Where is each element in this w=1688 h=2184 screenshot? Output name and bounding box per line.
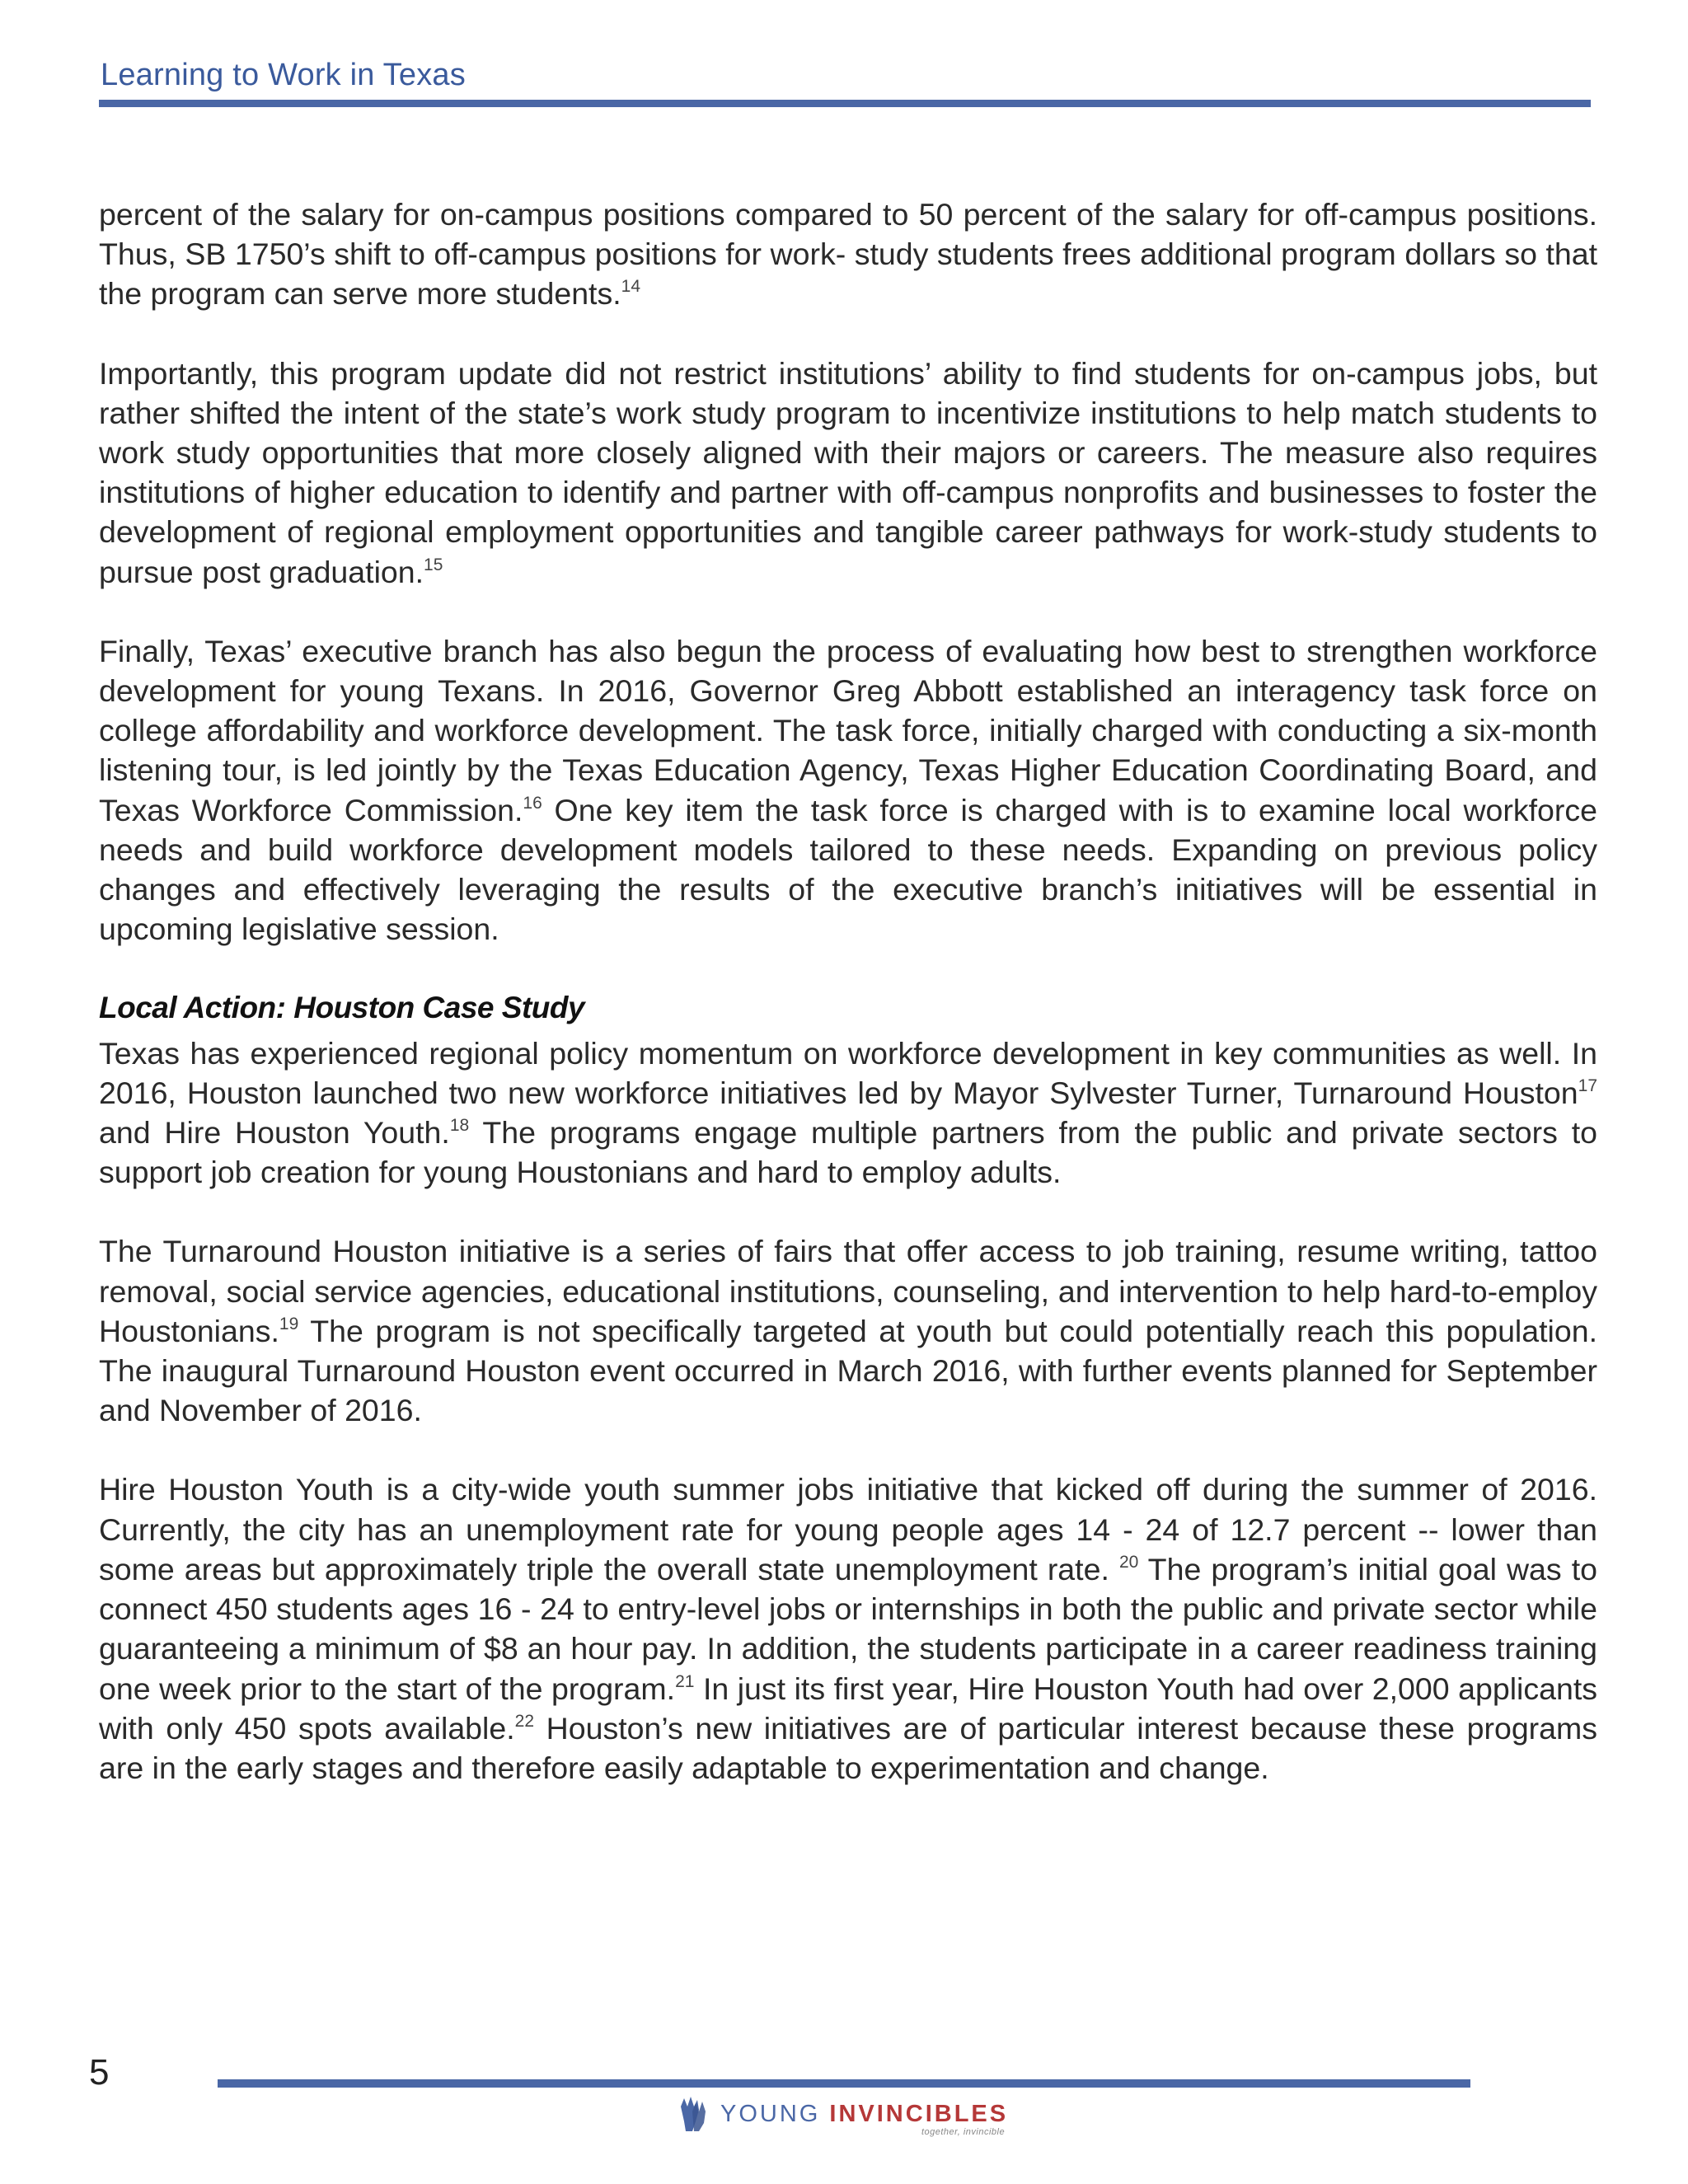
footnote-reference: 14 [621, 277, 640, 297]
paragraph-text: One key item the task force is charged with is to examine local workforce needs and build workforce development models tailored to these needs. Expanding on previous policy changes and effectively leveraging the results of the executive branch’s initiatives will be essential in upcoming legislative session. [99, 792, 1598, 947]
footer-rule [218, 2079, 1470, 2088]
footnote-reference: 21 [675, 1671, 695, 1691]
footnote-reference: 17 [1578, 1076, 1597, 1095]
paragraph-text: The programs engage multiple partners from the public and private sectors to support job creation for young Houstonians and hard to employ adults. [99, 1115, 1597, 1190]
footnote-reference: 19 [279, 1314, 299, 1333]
page-number: 5 [89, 2052, 110, 2093]
section-heading: Local Action: Houston Case Study [99, 991, 585, 1025]
running-header-title: Learning to Work in Texas [101, 58, 466, 92]
paragraph-text: The program is not specifically targeted at youth but could potentially reach this population. The inaugural Turnaround Houston event occurred in March 2016, with further events planned for September and November of 2016. [99, 1313, 1597, 1428]
document-body [99, 194, 1597, 1827]
logo-invincibles: INVINCIBLES [829, 2101, 1009, 2127]
footnote-reference: 15 [424, 555, 443, 574]
young-invincibles-logo [676, 2093, 1008, 2135]
paragraph [99, 194, 1597, 314]
paragraph [99, 1469, 1597, 1788]
logo-young: YOUNG [720, 2101, 821, 2127]
paragraph-text: percent of the salary for on-campus positions compared to 50 percent of the salary for off-campus positions. Thus, SB 1750’s shift to off-campus positions for work- study students frees additional program dollars so that the program can serve more students. [99, 197, 1597, 312]
footnote-reference: 20 [1118, 1552, 1139, 1572]
paragraph-text: The program’s initial goal was to connect 450 students ages 16 - 24 to entry-level jobs or internships in both the public and private sector while guaranteeing a minimum of $8 an hour pay. In addition, the students participate in a career readiness training one week prior to the start of the program. [99, 1551, 1597, 1706]
paragraph-text: Importantly, this program update did not restrict institutions’ ability to find students for on-campus jobs, but rather shifted the intent of the state’s work study program to incentivize institutions to help match students to work study opportunities that more closely aligned with their majors or careers. The measure also requires institutions of higher education to identify and partner with off-campus nonprofits and businesses to foster the development of regional employment opportunities and tangible career pathways for work-study students to pursue post graduation. [99, 355, 1597, 589]
paragraph [99, 354, 1597, 592]
logo-tagline: together, invincible [921, 2127, 1006, 2137]
header-rule [99, 100, 1591, 107]
intro-paragraphs [99, 194, 1597, 949]
paragraph-text: Texas has experienced regional policy momentum on workforce development in key communities as well. In 2016, Houston launched two new workforce initiatives led by Mayor Sylvester Turner, Turnaround Houston [99, 1035, 1597, 1110]
section-paragraphs [99, 1033, 1597, 1788]
paragraph-text: The Turnaround Houston initiative is a series of fairs that offer access to job training, resume writing, tattoo removal, social service agencies, educational institutions, counseling, and intervention to help hard-to-employ Houstonians. [99, 1234, 1597, 1348]
paragraph-text: In just its first year, Hire Houston Youth had over 2,000 applicants with only 450 spots available. [99, 1671, 1597, 1746]
paragraph [99, 631, 1597, 949]
footnote-reference: 22 [514, 1711, 535, 1731]
footnote-reference: 18 [449, 1116, 470, 1136]
footnote-reference: 16 [523, 793, 542, 813]
paragraph-text: Finally, Texas’ executive branch has also begun the process of evaluating how best to strengthen workforce development for young Texans. In 2016, Governor Greg Abbott established an interagency task force on college affordability and workforce development. The task force, initially charged with conducting a six-month listening tour, is led jointly by the Texas Education Agency, Texas Higher Education Coordinating Board, and Texas Workforce Commission. [99, 633, 1597, 827]
paragraph [99, 1033, 1597, 1193]
logo-wordmark [720, 2100, 1009, 2137]
paragraph-text: and Hire Houston Youth. [99, 1115, 450, 1151]
paragraph-text: Houston’s new initiatives are of particular interest because these programs are in the early stages and therefore easily adaptable to experimentation and change. [99, 1710, 1597, 1785]
hands-icon [676, 2093, 710, 2135]
paragraph [99, 1231, 1597, 1430]
paragraph-text: Hire Houston Youth is a city-wide youth summer jobs initiative that kicked off during the summer of 2016. Currently, the city has an unemployment rate for young people ages 14 - 24 of 12.7 percent -- lower than some areas but approximately triple the overall state unemployment rate. [99, 1472, 1597, 1586]
